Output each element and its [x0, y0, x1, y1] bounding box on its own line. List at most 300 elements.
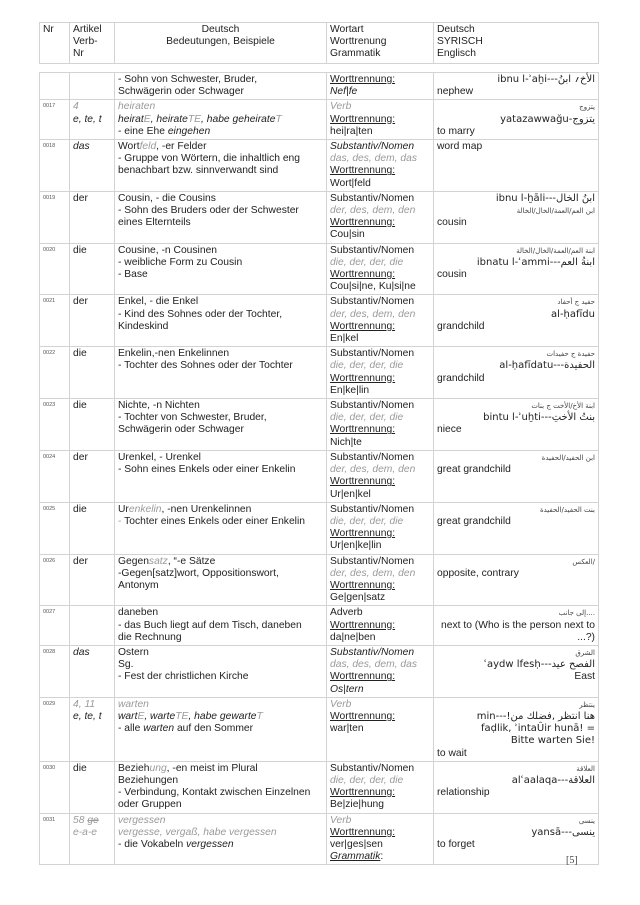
- form-ending: E: [137, 710, 145, 722]
- headword-part: Bezieh: [118, 762, 150, 774]
- wortart: Substantiv/Nomen: [330, 762, 415, 774]
- deutsch-line: die Rechnung: [118, 631, 182, 643]
- form-part: heirat: [118, 113, 144, 125]
- headword-highlight: enkelin: [128, 503, 162, 515]
- wortart-cell: [327, 399, 434, 451]
- entry-number: 0031: [40, 813, 70, 865]
- deutsch-line: - Verbindung, Kontakt zwischen Einzelnen: [118, 787, 311, 799]
- header-lang-line: Deutsch: [437, 24, 475, 35]
- arabic-transliteration: ibnu l-ḫāli---ابنُ الخال: [495, 192, 595, 204]
- artikel-cell: [70, 140, 115, 192]
- deutsch-line: Kindeskind: [118, 320, 169, 332]
- wortart-cell: [327, 295, 434, 347]
- worttrennung-label: Worttrennung:: [330, 372, 396, 384]
- arabic-transliteration: Bitte warten Sie!: [510, 735, 595, 747]
- artikel-cell: [70, 502, 115, 554]
- form-part: , habe gewarte: [188, 710, 257, 722]
- example: [118, 126, 323, 138]
- deutsch-line: Cousine, -n Cousinen: [118, 244, 218, 256]
- deutsch-line: - Sohn von Schwester, Bruder,: [118, 74, 258, 85]
- artikel-cell: [70, 191, 115, 243]
- header-wortart-line: Grammatik: [330, 48, 381, 60]
- wortart-cell: [327, 761, 434, 813]
- entry-number: 0018: [40, 140, 70, 192]
- kasus: die, der, der, die: [330, 515, 404, 527]
- wortart-cell: [327, 243, 434, 295]
- example-text: - die Vokabeln: [118, 838, 187, 850]
- verb-endings: e, te, t: [73, 113, 102, 125]
- headword: [118, 504, 323, 516]
- kasus: die, der, der, die: [330, 774, 404, 786]
- headword-part: , -en meist im Plural: [166, 762, 258, 774]
- deutsch-line: - Sohn des Bruders oder der Schwester: [118, 205, 299, 217]
- deutsch-line: - Sohn eines Enkels oder einer Enkelin: [118, 464, 296, 476]
- table-row: [40, 502, 599, 554]
- headword: [118, 763, 323, 775]
- deutsch-cell: [115, 295, 327, 347]
- translation-cell: [434, 554, 599, 606]
- arabic-transliteration: bintu l-ʾuḫti---بنتُ الأختِ: [483, 412, 595, 424]
- artikel: die: [73, 762, 87, 774]
- wortart: Verb: [330, 698, 352, 710]
- grammatik-suffix: :: [380, 851, 384, 863]
- wortart-cell: [327, 554, 434, 606]
- wortart: Verb: [330, 814, 352, 826]
- deutsch-cell: [115, 399, 327, 451]
- kasus: das, des, dem, das: [330, 153, 418, 165]
- wortart: Substantiv/Nomen: [330, 244, 415, 256]
- deutsch-cell: [115, 191, 327, 243]
- deutsch-line: Enkel, - die Enkel: [118, 296, 199, 308]
- headword: [118, 141, 323, 153]
- form-part: , habe geheirate: [201, 113, 276, 125]
- wortart-cell: [327, 100, 434, 140]
- artikel-cell: [70, 606, 115, 646]
- headword: vergessen: [118, 814, 166, 826]
- worttrennung-value: da|ne|ben: [330, 631, 376, 643]
- artikel-cell: [70, 100, 115, 140]
- wortart-cell: [327, 191, 434, 243]
- worttrennung-value: Os|tern: [330, 683, 364, 695]
- entry-number: 0025: [40, 502, 70, 554]
- headword-part: , “-e Sätze: [167, 555, 216, 567]
- dash: -: [118, 515, 125, 527]
- english-translation: opposite, contrary: [437, 567, 519, 579]
- header-artikel-line: Artikel: [73, 24, 102, 35]
- kasus: das, des, dem, das: [330, 659, 418, 671]
- worttrennung-value: war|ten: [330, 723, 364, 735]
- definition-text: Tochter eines Enkels oder einer Enkelin: [124, 515, 305, 527]
- artikel-cell: [70, 399, 115, 451]
- artikel: das: [73, 646, 90, 658]
- table-row: [40, 761, 599, 813]
- wortart-cell: [327, 606, 434, 646]
- artikel-cell: [70, 645, 115, 697]
- form-part: wart: [118, 710, 138, 722]
- verb-forms: [118, 711, 323, 723]
- arabic-word: إلى جانب....: [558, 609, 595, 618]
- wortart: Substantiv/Nomen: [330, 400, 415, 412]
- arabic-word: ابنة الأخ/الأخت ج بنات: [531, 402, 595, 411]
- header-artikel: [70, 23, 115, 64]
- table-row: [40, 73, 599, 100]
- table-row: [40, 645, 599, 697]
- english-translation: word map: [437, 141, 483, 153]
- worttrennung-label: Worttrennung:: [330, 826, 396, 838]
- artikel: der: [73, 192, 88, 204]
- table-row: [40, 450, 599, 502]
- english-translation: East: [574, 671, 595, 683]
- artikel-cell: [70, 295, 115, 347]
- deutsch-cell: [115, 347, 327, 399]
- translation-cell: [434, 73, 599, 100]
- deutsch-line: daneben: [118, 607, 159, 619]
- arabic-word: يتزوج: [579, 103, 595, 112]
- wortart: Substantiv/Nomen: [330, 503, 415, 515]
- english-translation: grandchild: [437, 372, 485, 384]
- deutsch-line: Enkelin,-nen Enkelinnen: [118, 348, 230, 360]
- example-emphasis: vergessen: [186, 838, 234, 850]
- deutsch-cell: [115, 645, 327, 697]
- form-ending: TE: [175, 710, 189, 722]
- worttrennung-label: Worttrennung:: [330, 476, 396, 488]
- entry-number: 0024: [40, 450, 70, 502]
- translation-cell: [434, 502, 599, 554]
- example: [118, 723, 323, 735]
- header-wortart-line: Wortart: [330, 24, 364, 35]
- header-deutsch-line: Deutsch: [201, 24, 240, 35]
- table-row: [40, 697, 599, 761]
- worttrennung-label: Worttrennung:: [330, 424, 396, 436]
- deutsch-cell: [115, 606, 327, 646]
- verb-number-value: 58: [73, 814, 88, 826]
- entry-number: 0027: [40, 606, 70, 646]
- wortart: Adverb: [330, 607, 363, 619]
- deutsch-line: - Tochter von Schwester, Bruder,: [118, 412, 267, 424]
- worttrennung-value: Wort|feld: [330, 177, 371, 189]
- deutsch-line: Antonym: [118, 579, 159, 591]
- headword-part: Wort: [118, 141, 140, 153]
- arabic-word: الشرق: [575, 648, 595, 657]
- wortart: Substantiv/Nomen: [330, 141, 415, 153]
- artikel-cell: [70, 813, 115, 865]
- artikel: der: [73, 555, 88, 567]
- english-translation: grandchild: [437, 320, 485, 332]
- verb-number: 4: [73, 101, 79, 113]
- header-wortart-line: Worttrenung: [330, 36, 387, 48]
- artikel: das: [73, 141, 90, 153]
- worttrennung-value: Be|zie|hung: [330, 799, 385, 811]
- form-part: , warte: [144, 710, 176, 722]
- example-emphasis: warten: [143, 723, 175, 735]
- worttrennung-value: hei|ra|ten: [330, 125, 373, 137]
- arabic-transliteration: faḍlik, ʾintaÛir hunā! =: [480, 723, 595, 735]
- entry-number: 0022: [40, 347, 70, 399]
- worttrennung-label: Worttrennung:: [330, 671, 396, 683]
- arabic-transliteration: al-ḥafīdatu---الحفيدة: [499, 360, 595, 372]
- form-ending: T: [256, 710, 263, 722]
- artikel: die: [73, 400, 87, 412]
- worttrennung-label: Worttrennung:: [330, 74, 396, 85]
- header-deutsch: [115, 23, 327, 64]
- kasus: der, des, dem, den: [330, 464, 416, 476]
- worttrennung-label: Worttrennung:: [330, 528, 396, 540]
- wortart-cell: [327, 813, 434, 865]
- wortart-cell: [327, 450, 434, 502]
- wortart: Substantiv/Nomen: [330, 646, 415, 658]
- arabic-word: ينسى: [578, 816, 595, 825]
- worttrennung-value: Cou|sin: [330, 229, 365, 241]
- english-translation: to forget: [437, 838, 475, 850]
- artikel-cell: [70, 554, 115, 606]
- header-nr-text: Nr: [43, 24, 54, 35]
- kasus: die, der, der, die: [330, 360, 404, 372]
- example-emphasis: eingehen: [167, 125, 211, 137]
- entry-number: 0023: [40, 399, 70, 451]
- worttrennung-label: Worttrennung:: [330, 217, 396, 229]
- wortart-cell: [327, 697, 434, 761]
- translation-cell: [434, 761, 599, 813]
- artikel: die: [73, 503, 87, 515]
- verb-forms: [118, 114, 323, 126]
- translation-cell: [434, 645, 599, 697]
- translation-cell: [434, 697, 599, 761]
- header-nr: [40, 23, 70, 64]
- vocabulary-table: [39, 72, 599, 865]
- translation-cell: [434, 100, 599, 140]
- arabic-transliteration: yansā---ينسى: [531, 826, 595, 838]
- header-languages: [434, 23, 599, 64]
- worttrennung-label: Worttrennung:: [330, 320, 396, 332]
- arabic-word: العلاقة: [576, 764, 595, 773]
- worttrennung-label: Worttrennung:: [330, 269, 396, 281]
- form-ending: TE: [187, 113, 202, 125]
- example-text: auf den Sommer: [174, 723, 254, 735]
- entry-number: [40, 73, 70, 100]
- deutsch-line: Nichte, -n Nichten: [118, 400, 200, 412]
- deutsch-line: -Gegen[satz]wort, Oppositionswort,: [118, 567, 279, 579]
- deutsch-line: Schwägerin oder Schwager: [118, 424, 244, 436]
- entry-number: 0028: [40, 645, 70, 697]
- headword-highlight: satz: [148, 555, 168, 567]
- english-translation: next to (Who is the person next to ...?): [441, 619, 595, 643]
- struck-prefix: ge: [87, 814, 99, 826]
- english-translation: cousin: [437, 217, 467, 229]
- headword-part: Ur: [118, 503, 129, 515]
- artikel: der: [73, 296, 88, 308]
- deutsch-line: - Base: [118, 269, 148, 281]
- example-text: - eine Ehe: [118, 125, 168, 137]
- verb-number: 4, 11: [73, 698, 96, 710]
- deutsch-cell: [115, 243, 327, 295]
- verb-ablaut: e-a-e: [73, 826, 98, 838]
- deutsch-line: benachbart bzw. sinnverwandt sind: [118, 165, 279, 177]
- entry-number: 0021: [40, 295, 70, 347]
- headword-part: Gegen: [118, 555, 149, 567]
- headword-part: , -nen Urenkelinnen: [161, 503, 252, 515]
- verb-forms: vergesse, vergaß, habe vergessen: [118, 826, 277, 838]
- arabic-transliteration: ibnu l-ʾaḫi---الأخ؍ ابنُ: [497, 74, 595, 85]
- deutsch-line: Sg.: [118, 659, 134, 671]
- artikel: die: [73, 244, 87, 256]
- table-row: [40, 813, 599, 865]
- arabic-transliteration: ʿaydw lfesḥ---الفصح عيد: [483, 659, 595, 671]
- header-lang-line: SYRISCH: [437, 36, 483, 48]
- wortart-cell: [327, 73, 434, 100]
- headword: warten: [118, 698, 149, 710]
- table-row: [40, 100, 599, 140]
- arabic-transliteration: ibnatu l-ʿammi---ابنةُ العم: [476, 256, 595, 268]
- deutsch-line: Ostern: [118, 646, 149, 658]
- arabic-transliteration: alʿaalaqa---العلاقة: [511, 774, 595, 786]
- worttrennung-label: Worttrennung:: [330, 579, 396, 591]
- english-translation: to wait: [437, 747, 467, 759]
- entry-number: 0026: [40, 554, 70, 606]
- worttrennung-value: Cou|si|ne, Ku|si|ne: [330, 281, 416, 293]
- headword-highlight: feld: [139, 141, 157, 153]
- translation-cell: [434, 606, 599, 646]
- translation-cell: [434, 191, 599, 243]
- entry-number: 0017: [40, 100, 70, 140]
- wortart-cell: [327, 645, 434, 697]
- worttrennung-value: Ur|en|kel: [330, 488, 371, 500]
- arabic-word: ابن الحفيد/الحفيدة: [541, 453, 595, 462]
- deutsch-cell: [115, 697, 327, 761]
- table-row: [40, 606, 599, 646]
- verb-endings: e, te, t: [73, 710, 102, 722]
- deutsch-line: Beziehungen: [118, 774, 179, 786]
- entry-number: 0020: [40, 243, 70, 295]
- deutsch-line: - Gruppe von Wörtern, die inhaltlich eng: [118, 153, 301, 165]
- deutsch-cell: [115, 140, 327, 192]
- worttrennung-value: Nich|te: [330, 436, 362, 448]
- arabic-word: بنت الحفيد/الحفيدة: [539, 505, 595, 514]
- english-translation: to marry: [437, 125, 475, 137]
- form-ending: E: [143, 113, 151, 125]
- header-lang-line: Englisch: [437, 48, 476, 60]
- english-translation: relationship: [437, 787, 490, 799]
- english-translation: cousin: [437, 269, 467, 281]
- table-row: [40, 191, 599, 243]
- kasus: die, der, der, die: [330, 256, 404, 268]
- deutsch-cell: [115, 813, 327, 865]
- form-ending: T: [275, 113, 282, 125]
- worttrennung-value: Ur|en|ke|lin: [330, 540, 382, 552]
- deutsch-line: - weibliche Form zu Cousin: [118, 256, 243, 268]
- worttrennung-label: Worttrennung:: [330, 787, 396, 799]
- deutsch-line: Urenkel, - Urenkel: [118, 451, 201, 463]
- table-row: [40, 140, 599, 192]
- worttrennung-value: ver|ges|sen: [330, 838, 383, 850]
- artikel-cell: [70, 73, 115, 100]
- english-translation: great grandchild: [437, 464, 511, 476]
- worttrennung-label: Worttrennung:: [330, 619, 396, 631]
- translation-cell: [434, 399, 599, 451]
- deutsch-line: oder Gruppen: [118, 799, 182, 811]
- artikel: der: [73, 451, 88, 463]
- translation-cell: [434, 243, 599, 295]
- arabic-word: حفيدة ج حفيدات: [546, 350, 595, 359]
- deutsch-line: - das Buch liegt auf dem Tisch, daneben: [118, 619, 302, 631]
- headword: [118, 556, 323, 568]
- headword-part: , -er Felder: [156, 141, 207, 153]
- kasus: der, des, dem, den: [330, 205, 416, 217]
- table-row: [40, 243, 599, 295]
- deutsch-line: eines Elternteils: [118, 217, 191, 229]
- english-translation: great grandchild: [437, 515, 511, 527]
- kasus: die, der, der, die: [330, 412, 404, 424]
- table-row: [40, 295, 599, 347]
- verb-number: [73, 815, 111, 827]
- deutsch-line: - Kind des Sohnes oder der Tochter,: [118, 308, 283, 320]
- wortart: Substantiv/Nomen: [330, 555, 415, 567]
- translation-cell: [434, 140, 599, 192]
- translation-cell: [434, 450, 599, 502]
- artikel-cell: [70, 243, 115, 295]
- entry-number: 0030: [40, 761, 70, 813]
- english-translation: niece: [437, 424, 462, 436]
- arabic-word: ابنة العم/العمة/الخال/الخالة: [516, 246, 595, 255]
- arabic-transliteration: yatazawwağu-يتزوج: [500, 113, 595, 125]
- worttrennung-value: Ge|gen|satz: [330, 592, 386, 604]
- worttrennung-label: Worttrennung:: [330, 113, 396, 125]
- wortart-cell: [327, 140, 434, 192]
- wortart-cell: [327, 502, 434, 554]
- header-wortart: [327, 23, 434, 64]
- worttrennung-value: En|ke|lin: [330, 384, 370, 396]
- headword: heiraten: [118, 101, 156, 113]
- header-table: [39, 22, 599, 64]
- arabic-word: ابن العم/العمة/الخال/الخالة: [516, 207, 595, 216]
- wortart: Verb: [330, 101, 352, 113]
- worttrennung-label: Worttrennung:: [330, 710, 396, 722]
- deutsch-cell: [115, 502, 327, 554]
- header-row: [40, 23, 599, 64]
- header-artikel-line: Verb-: [73, 36, 98, 48]
- deutsch-cell: [115, 761, 327, 813]
- deutsch-line: - Tochter des Sohnes oder der Tochter: [118, 360, 293, 372]
- deutsch-cell: [115, 554, 327, 606]
- deutsch-cell: [115, 450, 327, 502]
- header-artikel-line: Nr: [73, 48, 84, 60]
- header-deutsch-line: Bedeutungen, Beispiele: [166, 36, 275, 48]
- deutsch-line: [118, 516, 323, 528]
- wortart: Substantiv/Nomen: [330, 296, 415, 308]
- wortart: Substantiv/Nomen: [330, 348, 415, 360]
- translation-cell: [434, 295, 599, 347]
- artikel-cell: [70, 450, 115, 502]
- worttrennung-value: Nef|fe: [330, 86, 358, 98]
- grammatik: [330, 851, 430, 863]
- table-row: [40, 399, 599, 451]
- artikel-cell: [70, 347, 115, 399]
- arabic-word: العكس/: [572, 557, 595, 566]
- grammatik-label: Grammatik: [330, 851, 381, 863]
- deutsch-line: Cousin, - die Cousins: [118, 192, 216, 204]
- arabic-word: ينتظر: [579, 700, 595, 709]
- wortart: Substantiv/Nomen: [330, 192, 415, 204]
- form-part: , heirate: [150, 113, 188, 125]
- example-text: - alle: [118, 723, 144, 735]
- table-row: [40, 554, 599, 606]
- artikel-cell: [70, 697, 115, 761]
- table-row: [40, 347, 599, 399]
- english-translation: nephew: [437, 86, 474, 98]
- example: [118, 839, 323, 851]
- artikel-cell: [70, 761, 115, 813]
- deutsch-line: Schwägerin oder Schwager: [118, 86, 244, 98]
- headword-highlight: ung: [149, 762, 167, 774]
